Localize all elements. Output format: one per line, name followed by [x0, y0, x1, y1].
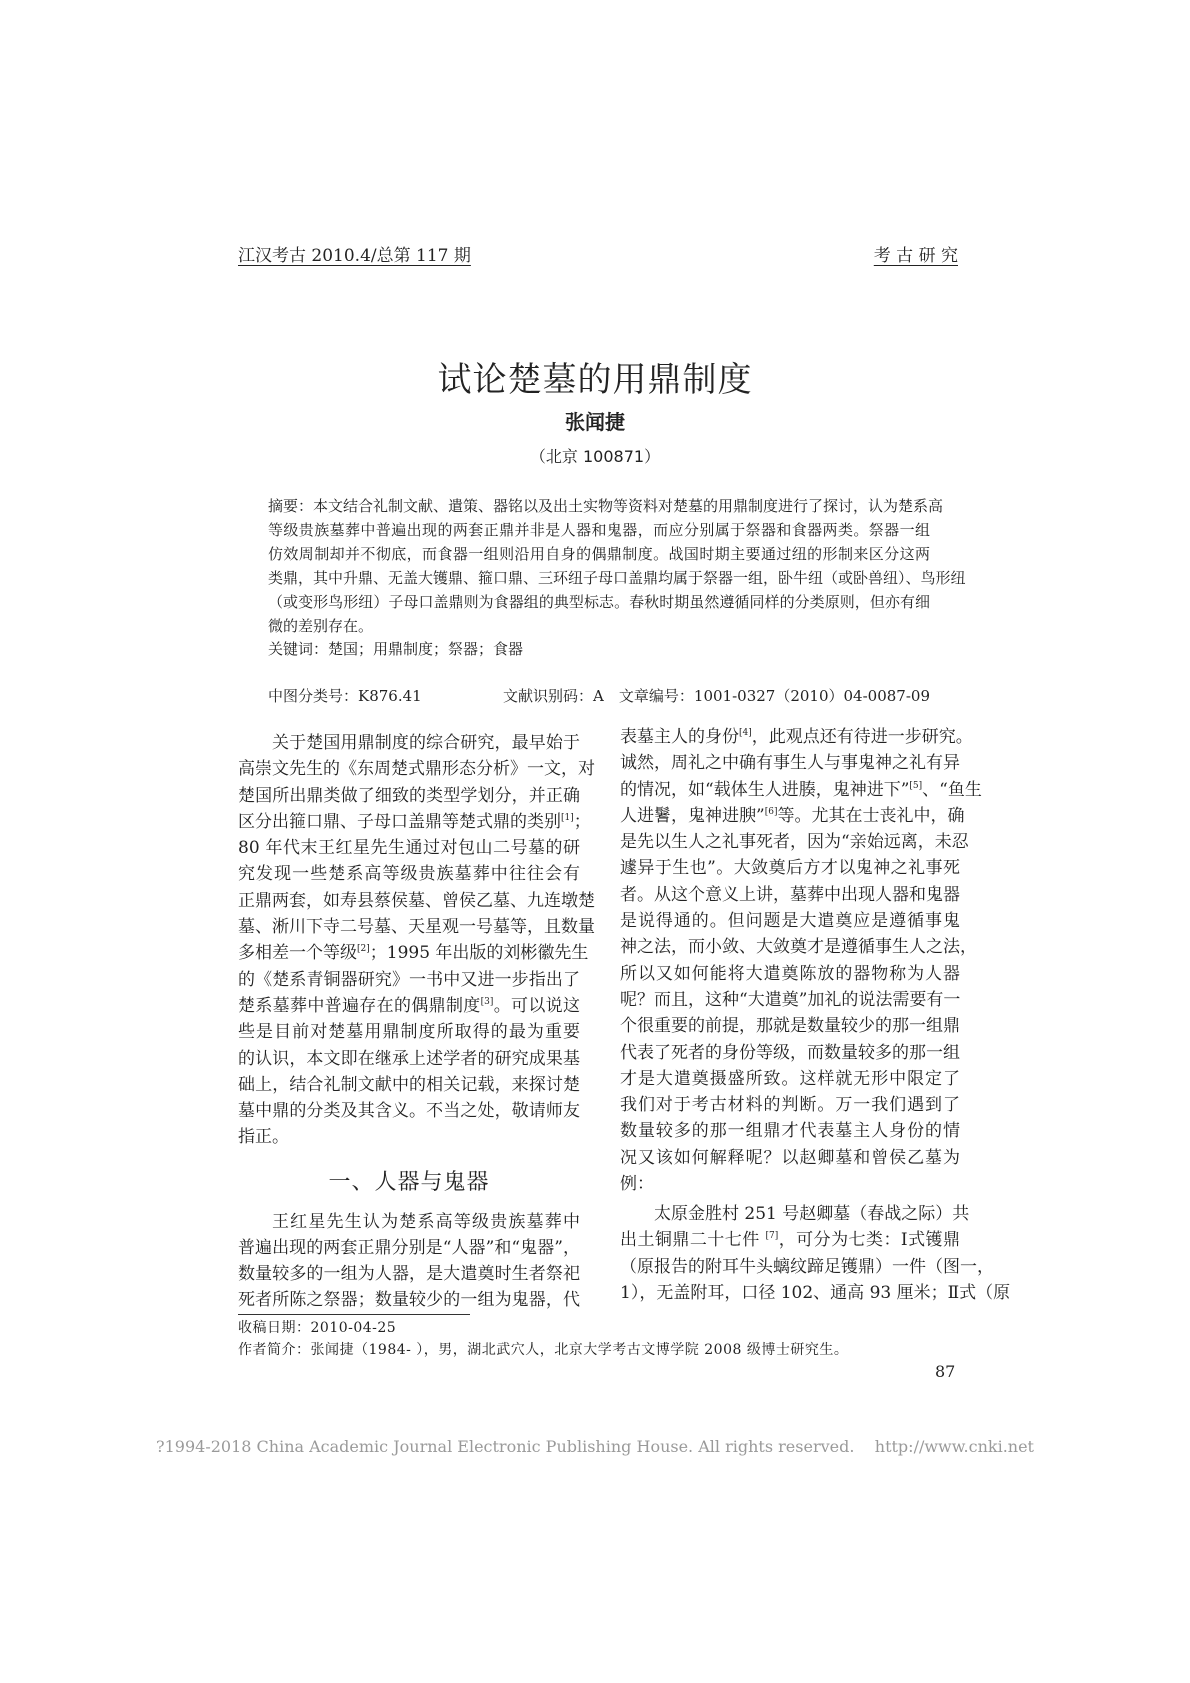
text-segment: ，可分为七类：Ⅰ式镬鼎	[778, 1230, 960, 1251]
classification-number: 中图分类号：K876.41	[268, 687, 422, 705]
text-line: 正鼎两套，如寿县蔡侯墓、曾侯乙墓、九连墩楚	[238, 890, 595, 911]
text-line: 例：	[620, 1174, 654, 1195]
text-line: 普遍出现的两套正鼎分别是“人器”和“鬼器”，	[238, 1238, 580, 1258]
text-segment: ；1995 年出版的刘彬徽先生	[369, 943, 589, 964]
text-line: 才是大遣奠摄盛所致。这样就无形中限定了	[620, 1068, 960, 1089]
text-line: 所以又如何能将大遣奠陈放的器物称为人器	[620, 963, 960, 984]
text-line: 些是目前对楚墓用鼎制度所取得的最为重要	[238, 1022, 580, 1043]
text-line: 我们对于考古材料的判断。万一我们遇到了	[620, 1095, 960, 1116]
text-line: 的《楚系青铜器研究》一书中又进一步指出了	[238, 969, 580, 990]
text-line: 80 年代末王红星先生通过对包山二号墓的研	[238, 838, 580, 859]
text-line	[620, 803, 965, 829]
author-bio: 作者简介：张闻捷（1984- ），男，湖北武穴人，北京大学考古文博学院 2008 级博士研究生。	[238, 1342, 849, 1358]
text-line: 墓中鼎的分类及其含义。不当之处，敬请师友	[238, 1101, 580, 1122]
citation-ref: [5]	[909, 780, 923, 791]
keywords: 关键词：楚国；用鼎制度；祭器；食器	[268, 640, 524, 658]
text-segment: 等。尤其在士丧礼中，确	[777, 805, 965, 826]
text-line: 是先以生人之礼事死者，因为“亲始远离，未忍	[620, 832, 969, 853]
text-line: 死者所陈之祭器；数量较少的一组为鬼器，代	[238, 1290, 580, 1310]
citation-ref: [4]	[739, 728, 752, 738]
text-line	[238, 809, 591, 835]
text-segment: ，此观点还有待进一步研究。	[751, 727, 973, 747]
citation-ref: [6]	[764, 806, 778, 817]
article-title: 试论楚墓的用鼎制度	[437, 360, 753, 400]
text-line: 数量较多的一组为人器，是大遣奠时生者祭祀	[238, 1264, 580, 1284]
citation-ref: [3]	[480, 996, 494, 1007]
citation-ref: [1]	[561, 812, 574, 823]
text-line: 神之法，而小敛、大敛奠才是遵循事生人之法，	[620, 937, 977, 958]
author-affiliation: （北京 100871）	[529, 447, 661, 466]
text-segment: 的情况，如“载体生人进腠，鬼神进下”	[620, 779, 910, 800]
text-line: （原报告的附耳牛头螭纹蹄足镬鼎）一件（图一，	[620, 1256, 994, 1277]
text-line: 况又该如何解释呢？以赵卿墓和曾侯乙墓为	[620, 1147, 960, 1168]
text-line	[620, 1227, 960, 1253]
text-line: 1），无盖附耳，口径 102、通高 93 厘米；Ⅱ式（原	[620, 1282, 1011, 1303]
page-number: 87	[935, 1362, 956, 1381]
text-line: 等级贵族墓葬中普遍出现的两套正鼎并非是人器和鬼器，而应分别属于祭器和食器两类。祭器一组	[268, 521, 930, 539]
text-segment: 人进鬐，鬼神进腴”	[620, 805, 765, 826]
body-paragraph	[620, 724, 982, 1197]
citation-ref: [7]	[765, 1231, 779, 1242]
text-line: 者。从这个意义上讲，墓葬中出现人器和鬼器	[620, 884, 960, 905]
text-segment: 表墓主人的身份	[620, 727, 739, 747]
text-line: 仿效周制却并不彻底，而食器一组则沿用自身的偶鼎制度。战国时期主要通过纽的形制来区分这两	[268, 545, 930, 563]
text-line: 代表了死者的身份等级，而数量较多的那一组	[620, 1042, 960, 1063]
text-line: 关于楚国用鼎制度的综合研究，最早始于	[272, 733, 580, 753]
copyright-notice: ?1994-2018 China Academic Journal Electronic Publishing House. All rights reserved. http://www.cnki.net	[156, 1437, 1034, 1456]
text-line: 微的差别存在。	[268, 617, 374, 635]
section-heading: 一、人器与鬼器	[328, 1170, 490, 1195]
section-header: 考 古 研 究	[873, 246, 958, 266]
text-line: 诚然，周礼之中确有事生人与事鬼神之礼有异	[620, 753, 960, 774]
text-line: 墓、淅川下寺二号墓、天星观一号墓等，且数量	[238, 917, 595, 938]
text-line	[620, 724, 973, 750]
journal-issue-header: 江汉考古 2010.4/总第 117 期	[238, 246, 471, 266]
text-segment: 多相差一个等级	[238, 943, 357, 964]
body-paragraph	[238, 730, 595, 1151]
received-date: 收稿日期：2010-04-25	[238, 1320, 397, 1336]
text-segment: 楚系墓葬中普遍存在的偶鼎制度	[238, 995, 481, 1016]
text-line	[238, 993, 580, 1019]
text-line: 个很重要的前提，那就是数量较少的那一组鼎	[620, 1016, 960, 1037]
text-line: 础上，结合礼制文献中的相关记载，来探讨楚	[238, 1074, 580, 1095]
text-line	[238, 940, 589, 966]
body-paragraph	[238, 1209, 580, 1313]
text-line: 指正。	[238, 1127, 289, 1148]
text-line: 究发现一些楚系高等级贵族墓葬中往往会有	[238, 864, 580, 885]
text-line: 高崇文先生的《东周楚式鼎形态分析》一文，对	[238, 759, 595, 780]
article-author: 张闻捷	[565, 410, 625, 434]
citation-ref: [2]	[357, 944, 370, 955]
footnote-divider	[238, 1314, 470, 1315]
body-paragraph	[620, 1201, 1011, 1306]
text-segment: ；	[573, 811, 591, 832]
text-line	[620, 777, 982, 803]
text-line: 类鼎，其中升鼎、无盖大镬鼎、箍口鼎、三环纽子母口盖鼎均属于祭器一组，卧牛纽（或卧兽纽）、鸟形纽	[268, 569, 966, 587]
text-segment: 区分出箍口鼎、子母口盖鼎等楚式鼎的类别	[238, 811, 561, 832]
text-line: （或变形鸟形纽）子母口盖鼎则为食器组的典型标志。春秋时期虽然遵循同样的分类原则，但亦有细	[268, 593, 930, 611]
abstract	[268, 494, 966, 638]
text-line: 摘要：本文结合礼制文献、遣策、器铭以及出土实物等资料对楚墓的用鼎制度进行了探讨，认为楚系高	[268, 497, 944, 515]
text-line: 呢？而且，这种“大遣奠”加礼的说法需要有一	[620, 989, 961, 1010]
text-line: 的认识，本文即在继承上述学者的研究成果基	[238, 1048, 580, 1069]
text-line: 太原金胜村 251 号赵卿墓（春战之际）共	[654, 1204, 970, 1224]
text-segment: 出土铜鼎二十七件	[620, 1230, 766, 1251]
text-line: 遽异于生也”。大敛奠后方才以鬼神之礼事死	[620, 858, 960, 879]
article-number: 文章编号：1001-0327（2010）04-0087-09	[618, 687, 930, 705]
text-segment: 。可以说这	[493, 995, 581, 1016]
text-line: 是说得通的。但问题是大遣奠应是遵循事鬼	[620, 911, 960, 932]
text-segment: 、“鱼生	[922, 779, 982, 800]
text-line: 楚国所出鼎类做了细致的类型学划分，并正确	[238, 785, 580, 806]
document-code: 文献识别码：A	[503, 687, 604, 705]
text-line: 王红星先生认为楚系高等级贵族墓葬中	[272, 1212, 580, 1232]
text-line: 数量较多的那一组鼎才代表墓主人身份的情	[620, 1121, 960, 1142]
